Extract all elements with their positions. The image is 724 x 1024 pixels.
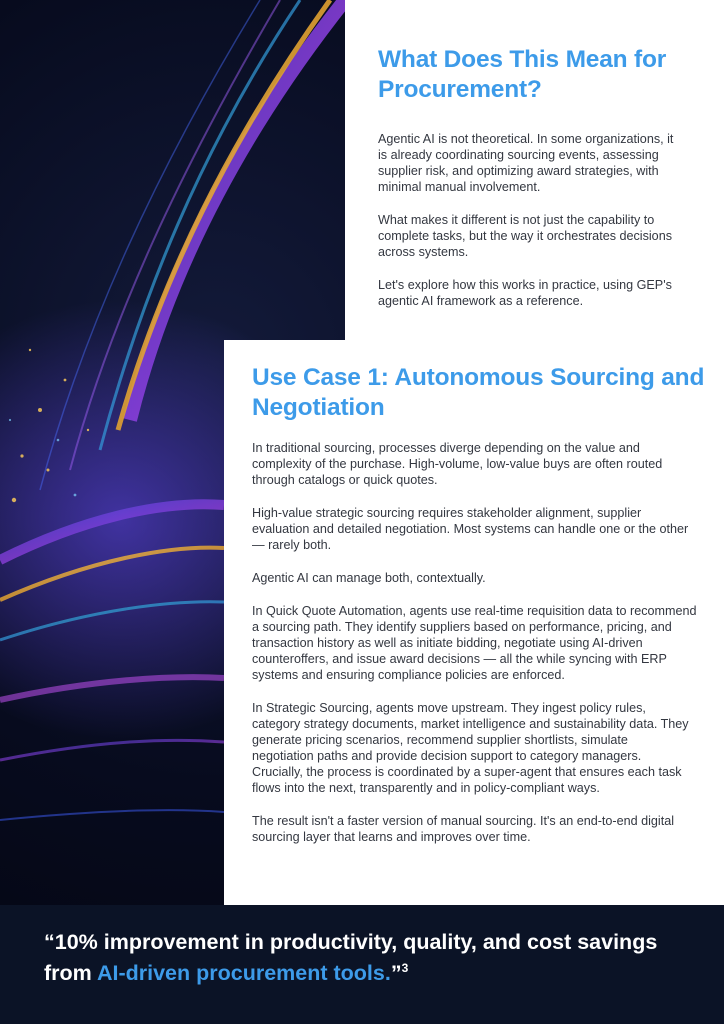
pull-quote xyxy=(44,927,684,989)
paragraph: In Quick Quote Automation, agents use real-time requisition data to recommend a sourcing path. They identify suppliers based on performance, pricing, and transaction history as well as initiate bidding, negotiate using AI-driven counteroffers, and issue award decisions — all the while syncing with ERP systems and ensuring compliance policies are enforced. xyxy=(252,604,697,682)
quote-highlight: AI-driven procurement tools. xyxy=(96,961,391,985)
use-case-section xyxy=(224,340,724,905)
paragraph: In traditional sourcing, processes diverge depending on the value and complexity of the purchase. High-volume, low-value buys are often routed through catalogs or quick quotes. xyxy=(252,441,663,487)
paragraph: What makes it different is not just the capability to complete tasks, but the way it orchestrates decisions across systems. xyxy=(378,213,672,259)
quote-banner xyxy=(0,905,724,1024)
paragraph: Agentic AI is not theoretical. In some organizations, it is already coordinating sourcing events, assessing supplier risk, and optimizing award strategies, with minimal manual involvement. xyxy=(378,132,674,194)
footnote-marker: 3 xyxy=(401,960,409,975)
paragraph: Let's explore how this works in practice, using GEP's agentic AI framework as a reference. xyxy=(378,278,672,308)
quote-text: “10% improvement in productivity, quality, and cost savings from xyxy=(44,930,658,985)
intro-section xyxy=(345,0,724,340)
quote-close: ” xyxy=(390,961,402,985)
paragraph: The result isn't a faster version of manual sourcing. It's an end-to-end digital sourcing layer that learns and improves over time. xyxy=(252,814,675,844)
section-heading: What Does This Mean for Procurement? xyxy=(378,46,667,103)
paragraph: Agentic AI can manage both, contextually. xyxy=(252,571,486,585)
section-heading: Use Case 1: Autonomous Sourcing and Negotiation xyxy=(252,364,705,421)
use-case-body xyxy=(252,440,697,862)
paragraph: In Strategic Sourcing, agents move upstream. They ingest policy rules, category strategy documents, market intelligence and sustainability data. They generate pricing scenarios, recommend supplier shortlists, simulate negotiation paths and provide decision support to category managers. Crucially, the process is coordinated by a super-agent that ensures each task flows into the next, transparently and in policy-compliant ways. xyxy=(252,701,689,795)
intro-body xyxy=(378,131,678,326)
paragraph: High-value strategic sourcing requires stakeholder alignment, supplier evaluation and detailed negotiation. Most systems can handle one or the other — rarely both. xyxy=(252,506,689,552)
